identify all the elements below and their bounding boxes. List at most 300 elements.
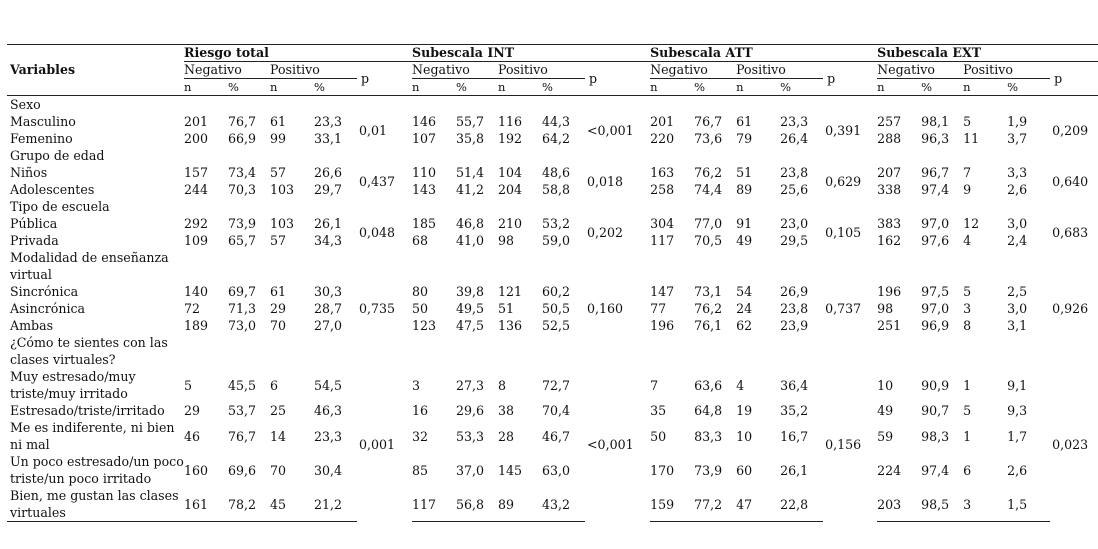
value-cell: 10 (877, 377, 894, 393)
value-cell: 7 (963, 165, 972, 180)
p-header-ext: p (1050, 62, 1098, 96)
p-value: 0,048 (359, 224, 396, 240)
header-row-groups (7, 45, 1098, 62)
table-row (7, 487, 1098, 522)
value-cell: 207 (877, 165, 902, 180)
value-cell: 78,2 (228, 487, 270, 522)
row-label: Privada (10, 233, 59, 248)
value-cell: 383 (877, 216, 902, 231)
value-cell: 1,7 (1007, 428, 1028, 444)
value-cell: 66,9 (228, 131, 257, 146)
negativo-header-att: Negativo (650, 62, 736, 79)
positivo-header-int: Positivo (498, 62, 585, 79)
value-cell: 91 (736, 216, 753, 231)
value-cell: 3,0 (1007, 301, 1028, 316)
value-cell: 72 (184, 301, 201, 316)
value-cell: 6 (270, 377, 279, 393)
value-cell: 54 (736, 284, 753, 299)
value-cell: 65,7 (228, 233, 257, 248)
table-row (7, 232, 1098, 249)
value-cell: 3 (963, 301, 972, 316)
value-cell: 53,7 (228, 403, 257, 418)
value-cell: 97,0 (921, 301, 950, 316)
value-cell: 77 (650, 301, 667, 316)
value-cell: 39,8 (456, 284, 485, 299)
value-cell: 64,2 (542, 131, 571, 146)
p-value: 0,629 (825, 173, 862, 189)
value-cell: 60 (736, 462, 753, 478)
table-row (7, 419, 1098, 453)
value-cell: 34,3 (314, 233, 343, 248)
value-cell: 64,8 (694, 403, 723, 418)
value-cell: 76,1 (694, 318, 723, 333)
value-cell: 23,3 (314, 114, 343, 129)
value-cell: 204 (498, 182, 523, 197)
value-cell: 27,3 (456, 377, 485, 393)
value-cell: 201 (184, 114, 209, 129)
value-cell: 83,3 (694, 428, 723, 444)
value-cell: 23,3 (314, 428, 343, 444)
n-header-att-2: n (736, 79, 780, 96)
value-cell: 49 (736, 233, 753, 248)
value-cell: 5 (963, 284, 972, 299)
row-label: Femenino (10, 131, 73, 146)
p-value: 0,156 (825, 437, 862, 453)
variables-header: Variables (7, 45, 184, 96)
table-row (7, 215, 1098, 232)
value-cell: 203 (877, 487, 921, 522)
value-cell: 23,8 (780, 301, 809, 316)
value-cell: 123 (412, 318, 437, 333)
value-cell: 5 (963, 114, 972, 129)
value-cell: 25,6 (780, 182, 809, 197)
p-value: 0,01 (359, 122, 388, 138)
value-cell: 21,2 (314, 487, 357, 522)
value-cell: 30,3 (314, 284, 343, 299)
group-header-int: Subescala INT (412, 45, 650, 62)
value-cell: 46,7 (542, 428, 571, 444)
value-cell: 73,6 (694, 131, 723, 146)
section-title: Modalidad de enseñanza virtual (10, 250, 169, 282)
value-cell: 2,6 (1007, 182, 1028, 197)
section-title-row (7, 334, 1098, 368)
value-cell: 110 (412, 165, 437, 180)
value-cell: 189 (184, 318, 209, 333)
value-cell: 47,5 (456, 318, 485, 333)
row-label: Masculino (10, 114, 76, 129)
p-value: 0,391 (825, 122, 862, 138)
value-cell: 27,0 (314, 318, 343, 333)
value-cell: 159 (650, 487, 694, 522)
value-cell: 4 (963, 233, 972, 248)
value-cell: 157 (184, 165, 209, 180)
table-row (7, 283, 1098, 300)
value-cell: 28,7 (314, 301, 343, 316)
pct-header-total-1: % (228, 79, 270, 96)
value-cell: 29,6 (456, 403, 485, 418)
value-cell: 2,4 (1007, 233, 1028, 248)
p-header-total: p (357, 62, 412, 96)
value-cell: 3,3 (1007, 165, 1028, 180)
table-row (7, 164, 1098, 181)
section-title: ¿Cómo te sientes con las clases virtuales? (10, 335, 168, 367)
value-cell: 90,7 (921, 403, 950, 418)
row-label: Ambas (10, 318, 54, 333)
value-cell: 55,7 (456, 114, 485, 129)
value-cell: 103 (270, 182, 295, 197)
value-cell: 89 (736, 182, 753, 197)
value-cell: 71,3 (228, 301, 257, 316)
value-cell: 9,1 (1007, 377, 1028, 393)
value-cell: 3,7 (1007, 131, 1028, 146)
value-cell: 104 (498, 165, 523, 180)
value-cell: 57 (270, 165, 287, 180)
value-cell: 10 (736, 428, 753, 444)
value-cell: 210 (498, 216, 523, 231)
value-cell: 288 (877, 131, 902, 146)
pct-header-ext-3: % (1007, 79, 1050, 96)
value-cell: 22,8 (780, 487, 823, 522)
value-cell: 196 (877, 284, 902, 299)
value-cell: 70 (270, 318, 287, 333)
value-cell: 35,2 (780, 403, 809, 418)
p-value: 0,437 (359, 173, 396, 189)
value-cell: 2,6 (1007, 462, 1028, 478)
value-cell: 292 (184, 216, 209, 231)
p-value: 0,926 (1052, 301, 1089, 316)
value-cell: 96,3 (921, 131, 950, 146)
row-label: Bien, me gustan las clases virtuales (7, 487, 184, 522)
value-cell: 80 (412, 284, 429, 299)
value-cell: 147 (650, 284, 675, 299)
row-label: Muy estresado/muy triste/muy irritado (10, 369, 136, 401)
value-cell: 61 (270, 114, 287, 129)
value-cell: 16,7 (780, 428, 809, 444)
value-cell: 170 (650, 462, 675, 478)
value-cell: 26,9 (780, 284, 809, 299)
row-label: Niños (10, 165, 48, 180)
value-cell: 85 (412, 462, 429, 478)
value-cell: 146 (412, 114, 437, 129)
value-cell: 68 (412, 233, 429, 248)
value-cell: 9,3 (1007, 403, 1028, 418)
value-cell: 98,5 (921, 487, 963, 522)
value-cell: 16 (412, 403, 429, 418)
n-header-ext-0: n (877, 79, 921, 96)
table-row (7, 453, 1098, 487)
value-cell: 26,6 (314, 165, 343, 180)
value-cell: 45 (270, 487, 314, 522)
value-cell: 76,7 (228, 428, 257, 444)
value-cell: 3 (963, 487, 1007, 522)
value-cell: 62 (736, 318, 753, 333)
value-cell: 73,9 (228, 216, 257, 231)
value-cell: 29 (270, 301, 287, 316)
p-value: 0,018 (587, 173, 624, 189)
value-cell: 3,0 (1007, 216, 1028, 231)
p-header-att: p (823, 62, 877, 96)
p-value: <0,001 (587, 122, 634, 138)
value-cell: 1,9 (1007, 114, 1028, 129)
value-cell: 162 (877, 233, 902, 248)
value-cell: 24 (736, 301, 753, 316)
value-cell: 200 (184, 131, 209, 146)
p-value: 0,160 (587, 301, 624, 316)
value-cell: 79 (736, 131, 753, 146)
value-cell: 61 (270, 284, 287, 299)
p-header-int: p (585, 62, 650, 96)
value-cell: 3 (412, 377, 421, 393)
value-cell: 12 (963, 216, 980, 231)
p-value: 0,737 (825, 301, 862, 316)
value-cell: 57 (270, 233, 287, 248)
value-cell: 3,1 (1007, 318, 1028, 333)
value-cell: 48,6 (542, 165, 571, 180)
value-cell: 38 (498, 403, 515, 418)
value-cell: 1 (963, 428, 972, 444)
pct-header-total-3: % (314, 79, 357, 96)
value-cell: 97,4 (921, 182, 950, 197)
value-cell: 1,5 (1007, 487, 1050, 522)
value-cell: 51,4 (456, 165, 485, 180)
table-row (7, 300, 1098, 317)
value-cell: 11 (963, 131, 980, 146)
negativo-header-int: Negativo (412, 62, 498, 79)
value-cell: 29,5 (780, 233, 809, 248)
section-title-row (7, 96, 1098, 114)
value-cell: 32 (412, 428, 429, 444)
p-value: 0,202 (587, 224, 624, 240)
value-cell: 107 (412, 131, 437, 146)
value-cell: 45,5 (228, 377, 257, 393)
value-cell: 56,8 (456, 487, 498, 522)
value-cell: 77,2 (694, 487, 736, 522)
row-label: Pública (10, 216, 58, 231)
value-cell: 77,0 (694, 216, 723, 231)
value-cell: 2,5 (1007, 284, 1028, 299)
value-cell: 160 (184, 462, 209, 478)
value-cell: 9 (963, 182, 972, 197)
value-cell: 54,5 (314, 377, 343, 393)
value-cell: 117 (412, 487, 456, 522)
value-cell: 69,7 (228, 284, 257, 299)
value-cell: 36,4 (780, 377, 809, 393)
value-cell: 46,8 (456, 216, 485, 231)
n-header-att-0: n (650, 79, 694, 96)
value-cell: 28 (498, 428, 515, 444)
section-title: Tipo de escuela (10, 199, 110, 214)
value-cell: 258 (650, 182, 675, 197)
value-cell: 99 (270, 131, 287, 146)
n-header-total-0: n (184, 79, 228, 96)
value-cell: 26,1 (780, 462, 809, 478)
value-cell: 192 (498, 131, 523, 146)
positivo-header-total: Positivo (270, 62, 357, 79)
value-cell: 26,4 (780, 131, 809, 146)
value-cell: 98,3 (921, 428, 950, 444)
pct-header-ext-1: % (921, 79, 963, 96)
value-cell: 44,3 (542, 114, 571, 129)
value-cell: 23,3 (780, 114, 809, 129)
group-header-ext: Subescala EXT (877, 45, 1098, 62)
pct-header-int-3: % (542, 79, 585, 96)
positivo-header-att: Positivo (736, 62, 823, 79)
row-label: Me es indiferente, ni bien ni mal (10, 420, 175, 452)
p-value: 0,001 (359, 437, 396, 453)
value-cell: 96,9 (921, 318, 950, 333)
value-cell: 116 (498, 114, 523, 129)
value-cell: 33,1 (314, 131, 343, 146)
negativo-header-total: Negativo (184, 62, 270, 79)
value-cell: 304 (650, 216, 675, 231)
section-title-row (7, 249, 1098, 283)
p-value: <0,001 (587, 437, 634, 453)
n-header-int-0: n (412, 79, 456, 96)
row-label: Adolescentes (10, 182, 95, 197)
value-cell: 47 (736, 487, 780, 522)
n-header-int-2: n (498, 79, 542, 96)
value-cell: 161 (184, 487, 228, 522)
table-row (7, 181, 1098, 198)
value-cell: 4 (736, 377, 745, 393)
value-cell: 50,5 (542, 301, 571, 316)
value-cell: 52,5 (542, 318, 571, 333)
value-cell: 96,7 (921, 165, 950, 180)
row-label: Sincrónica (10, 284, 79, 299)
p-value: 0,640 (1052, 173, 1089, 189)
value-cell: 140 (184, 284, 209, 299)
value-cell: 50 (412, 301, 429, 316)
table-row (7, 317, 1098, 334)
value-cell: 73,9 (694, 462, 723, 478)
value-cell: 90,9 (921, 377, 950, 393)
value-cell: 76,7 (694, 114, 723, 129)
value-cell: 97,6 (921, 233, 950, 248)
value-cell: 59,0 (542, 233, 571, 248)
pct-header-int-1: % (456, 79, 498, 96)
value-cell: 70,3 (228, 182, 257, 197)
value-cell: 35,8 (456, 131, 485, 146)
p-value: 0,209 (1052, 122, 1089, 138)
value-cell: 257 (877, 114, 902, 129)
table-row (7, 113, 1098, 130)
table-row (7, 368, 1098, 402)
value-cell: 14 (270, 428, 287, 444)
value-cell: 8 (498, 377, 507, 393)
n-header-ext-2: n (963, 79, 1007, 96)
value-cell: 63,6 (694, 377, 723, 393)
value-cell: 97,4 (921, 462, 950, 478)
value-cell: 97,0 (921, 216, 950, 231)
value-cell: 244 (184, 182, 209, 197)
p-value: 0,105 (825, 224, 862, 240)
value-cell: 220 (650, 131, 675, 146)
value-cell: 117 (650, 233, 675, 248)
value-cell: 98 (498, 233, 515, 248)
row-label: Estresado/triste/irritado (10, 403, 165, 418)
value-cell: 1 (963, 377, 972, 393)
table-row (7, 402, 1098, 419)
value-cell: 46,3 (314, 403, 343, 418)
value-cell: 35 (650, 403, 667, 418)
value-cell: 60,2 (542, 284, 571, 299)
value-cell: 74,4 (694, 182, 723, 197)
value-cell: 51 (498, 301, 515, 316)
value-cell: 23,0 (780, 216, 809, 231)
value-cell: 5 (963, 403, 972, 418)
value-cell: 70,5 (694, 233, 723, 248)
value-cell: 76,2 (694, 301, 723, 316)
value-cell: 251 (877, 318, 902, 333)
value-cell: 49 (877, 403, 894, 418)
value-cell: 121 (498, 284, 523, 299)
value-cell: 29,7 (314, 182, 343, 197)
section-title: Grupo de edad (10, 148, 105, 163)
group-header-att: Subescala ATT (650, 45, 877, 62)
value-cell: 25 (270, 403, 287, 418)
value-cell: 145 (498, 462, 523, 478)
value-cell: 8 (963, 318, 972, 333)
value-cell: 72,7 (542, 377, 571, 393)
section-title: Sexo (10, 97, 41, 112)
row-label: Asincrónica (10, 301, 86, 316)
value-cell: 58,8 (542, 182, 571, 197)
results-table (7, 44, 1098, 522)
value-cell: 23,9 (780, 318, 809, 333)
value-cell: 143 (412, 182, 437, 197)
p-value: 0,735 (359, 301, 396, 316)
section-title-row (7, 198, 1098, 215)
value-cell: 61 (736, 114, 753, 129)
group-header-total: Riesgo total (184, 45, 412, 62)
value-cell: 98 (877, 301, 894, 316)
value-cell: 6 (963, 462, 972, 478)
value-cell: 98,1 (921, 114, 950, 129)
p-value: 0,683 (1052, 224, 1089, 240)
pct-header-att-3: % (780, 79, 823, 96)
value-cell: 19 (736, 403, 753, 418)
value-cell: 26,1 (314, 216, 343, 231)
pct-header-att-1: % (694, 79, 736, 96)
value-cell: 163 (650, 165, 675, 180)
value-cell: 46 (184, 428, 201, 444)
value-cell: 51 (736, 165, 753, 180)
value-cell: 224 (877, 462, 902, 478)
value-cell: 73,4 (228, 165, 257, 180)
value-cell: 185 (412, 216, 437, 231)
value-cell: 30,4 (314, 462, 343, 478)
value-cell: 59 (877, 428, 894, 444)
value-cell: 53,2 (542, 216, 571, 231)
value-cell: 136 (498, 318, 523, 333)
value-cell: 73,0 (228, 318, 257, 333)
value-cell: 69,6 (228, 462, 257, 478)
positivo-header-ext: Positivo (963, 62, 1050, 79)
value-cell: 63,0 (542, 462, 571, 478)
n-header-total-2: n (270, 79, 314, 96)
section-title-row (7, 147, 1098, 164)
value-cell: 70 (270, 462, 287, 478)
value-cell: 41,2 (456, 182, 485, 197)
value-cell: 338 (877, 182, 902, 197)
value-cell: 50 (650, 428, 667, 444)
value-cell: 53,3 (456, 428, 485, 444)
value-cell: 76,2 (694, 165, 723, 180)
value-cell: 97,5 (921, 284, 950, 299)
value-cell: 7 (650, 377, 659, 393)
value-cell: 23,8 (780, 165, 809, 180)
table-row (7, 130, 1098, 147)
